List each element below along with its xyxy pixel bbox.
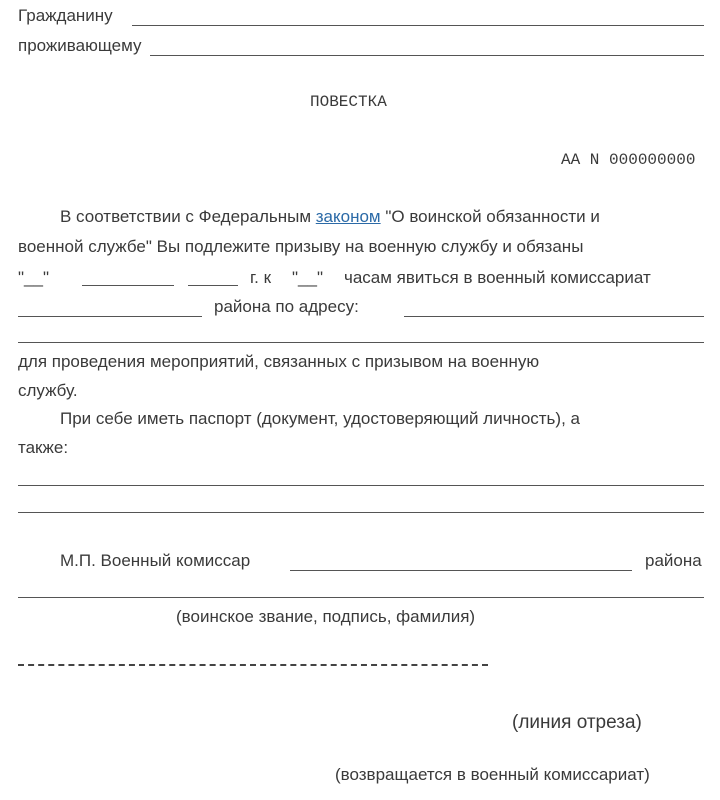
bring-line-1: При себе иметь паспорт (документ, удостоверяющий личность), а bbox=[60, 409, 580, 428]
body-line-2: военной службе" Вы подлежите призыву на военную службу и обязаны bbox=[18, 237, 584, 256]
bring-items-blank-1 bbox=[18, 485, 704, 486]
address-blank bbox=[150, 55, 704, 56]
return-note: (возвращается в военный комиссариат) bbox=[335, 765, 650, 784]
seal-label: М.П. Военный комиссар bbox=[60, 551, 251, 570]
citizen-label: Гражданину bbox=[18, 6, 113, 25]
date-year-blank bbox=[188, 285, 238, 286]
citizen-name-blank bbox=[132, 25, 704, 26]
bring-items-blank-2 bbox=[18, 512, 704, 513]
cut-line-label: (линия отреза) bbox=[512, 712, 642, 733]
body-line-1 bbox=[60, 207, 600, 227]
serial-number: АА N 000000000 bbox=[561, 151, 696, 169]
district-blank bbox=[18, 316, 202, 317]
hour-blank: "__" bbox=[292, 268, 323, 287]
bring-line-2: также: bbox=[18, 438, 69, 457]
cut-line bbox=[18, 664, 488, 666]
body-line-1-start: В соответствии с Федеральным bbox=[60, 207, 316, 226]
district-suffix: района bbox=[645, 551, 702, 570]
district-address-label: района по адресу: bbox=[214, 297, 359, 316]
date-day-blank: "__" bbox=[18, 268, 49, 287]
at-hour-label: г. к bbox=[250, 268, 272, 287]
body-line-1-end: "О воинской обязанности и bbox=[380, 207, 600, 226]
signature-blank bbox=[18, 597, 704, 598]
date-month-blank bbox=[82, 285, 174, 286]
signature-caption: (воинское звание, подпись, фамилия) bbox=[176, 607, 476, 626]
document-title: ПОВЕСТКА bbox=[310, 93, 387, 111]
commissar-name-blank bbox=[290, 570, 632, 571]
law-link[interactable]: законом bbox=[315, 207, 381, 226]
address-continuation-blank bbox=[18, 342, 704, 343]
residing-label: проживающему bbox=[18, 36, 142, 55]
report-instruction: часам явиться в военный комиссариат bbox=[344, 268, 651, 287]
purpose-line-2: службу. bbox=[18, 381, 78, 400]
address-value-blank bbox=[404, 316, 704, 317]
purpose-line-1: для проведения мероприятий, связанных с призывом на военную bbox=[18, 352, 540, 371]
